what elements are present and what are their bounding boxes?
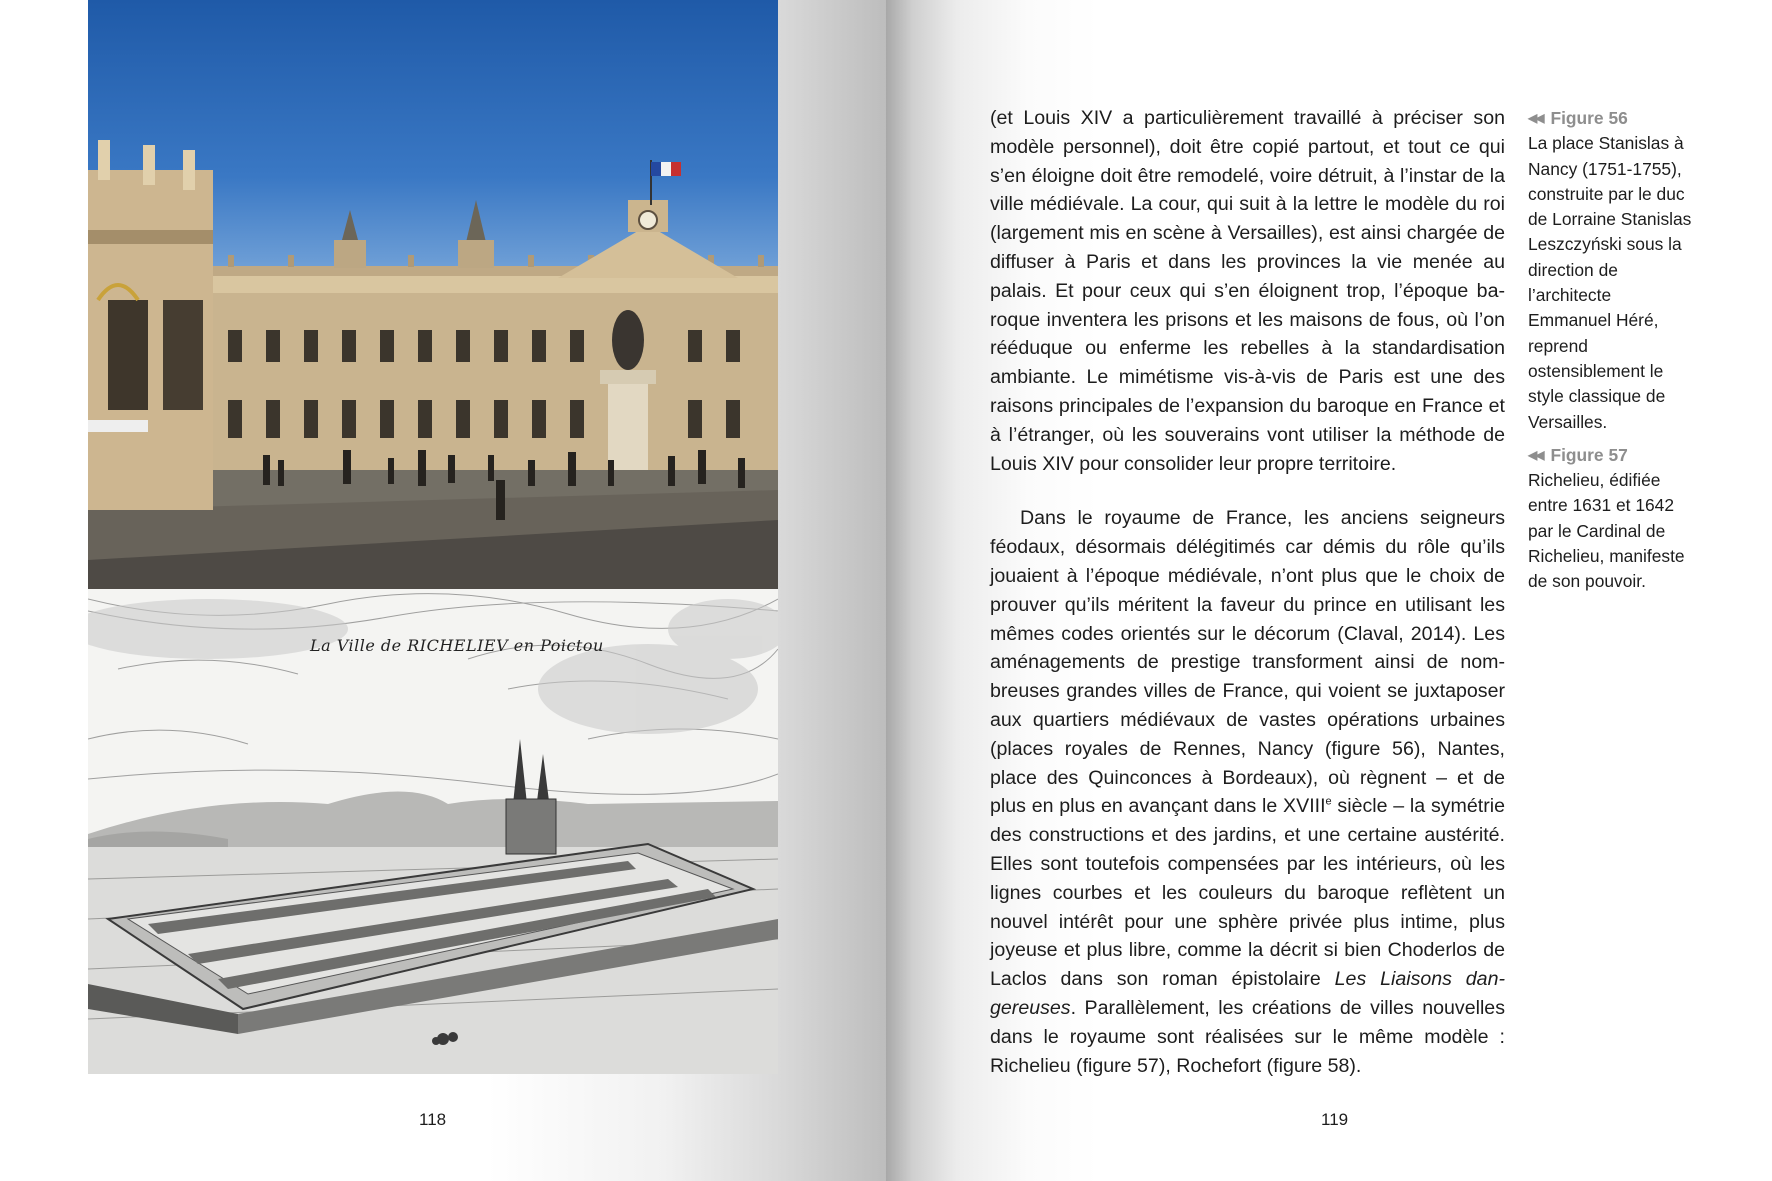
paragraph-2 [990, 504, 1505, 1080]
page-number-left: 118 [419, 1110, 447, 1129]
body-text [990, 104, 1505, 1080]
figure-56-photo [88, 0, 778, 589]
caption-figure-56 [1528, 106, 1698, 435]
paragraph-1: (et Louis XIV a particulièrement travaillé à préciser son modèle personnel), doit être copié partout, et tout ce qui s’en éloigne doit être remodelé, voire détruit, à l’instar de la ville médiévale. La cour, qui suit à la lettre le modèle du roi (largement mis en scène à Versailles), est ainsi chargée de diffuser à Paris et dans les provinces la vie menée au palais. Et pour ceux qui s’en éloignent trop, l’époque baroque inventera les prisons et les maisons de fous, où l’on rééduque ou enferme les rebelles à la standardisation ambiante. Le mimétisme vis-à-vis de Paris est une des raisons principales de l’expansion du baroque en France et à l’étranger, où les souverains vont utiliser la méthode de Louis XIV pour consolider leur propre territoire. [990, 107, 1505, 475]
caption-text: La place Stanislas à Nancy (1751-1755), construite par le duc de Lorraine Stanislas Leszczyński sous la direction de l’architecte Emmanuel Héré, reprend ostensiblement le style classique de Versailles. [1528, 133, 1692, 432]
book-title: Les Liaisons dangereuses [990, 968, 1505, 1019]
figure-label: Figure 57 [1550, 444, 1628, 465]
double-left-triangle-icon: ◀◀ [1528, 111, 1543, 125]
caption-text: Richelieu, édifiée entre 1631 et 1642 par le Cardinal de Richelieu, manifeste de son pouvoir. [1528, 470, 1685, 592]
figure-57-engraving [88, 589, 778, 1074]
paragraph-2-text-c: . Parallèlement, les créations de villes nouvelles dans le royaume sont réalisées sur le même modèle : Richelieu (figure 57), Rochefort (figure 58). [990, 996, 1505, 1077]
century-superscript: e [1325, 795, 1332, 808]
figure-reference [1528, 106, 1698, 131]
paragraph-2-text-b: siècle – la symétrie des constructions et des jardins, et une certaine austérité. Elles sont toutefois compensées par les intérieurs, où les lignes courbes et les couleurs du baroque reflètent un nouvel intérêt pour une sphère privée plus intime, plus joyeuse et plus libre, comme la décrit si bien Choderlos de Laclos dans son roman épistolaire [990, 795, 1505, 991]
double-left-triangle-icon: ◀◀ [1528, 447, 1543, 462]
margin-captions [1528, 106, 1698, 603]
caption-figure-57 [1528, 443, 1698, 595]
engraving-title: La Ville de RICHELIEV en Poictou [310, 636, 604, 655]
paragraph-2-text-a: Dans le royaume de France, les anciens seigneurs féodaux, désormais délégitimés car démis du rôle qu’ils jouaient à l’époque médiévale, n’ont plus que le choix de prouver qu’ils méritent la faveur du prince en utilisant les mêmes codes orientés sur le décorum (Claval, 2014). Les aménagements de prestige transforment ainsi de nombreuses grandes villes de France, qui voient se juxtaposer aux quartiers médiévaux de vastes opérations urbaines (places royales de Rennes, Nancy (figure 56), Nantes, place des Quinconces à Bordeaux), où règnent – et de plus en plus en avançant dans le XVIII [990, 507, 1505, 818]
figure-reference [1528, 443, 1698, 468]
figure-label: Figure 56 [1550, 108, 1628, 128]
page-number-right: 119 [1321, 1110, 1349, 1129]
